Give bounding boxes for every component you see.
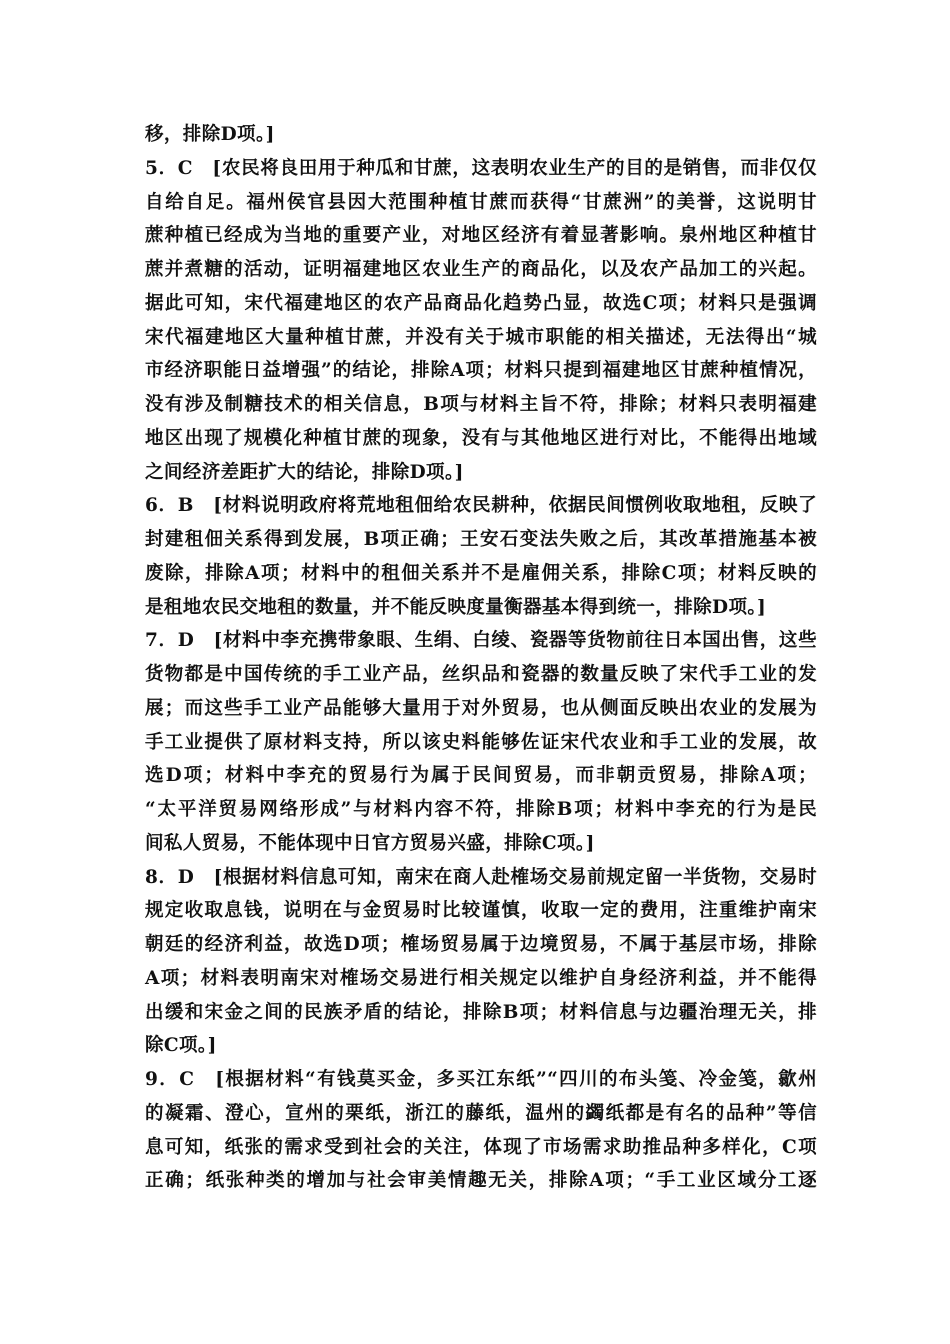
- text-line: 间私人贸易，不能体现中日官方贸易兴盛，排除C项。]: [145, 832, 595, 854]
- text-line: 展；而这些手工业产品能够大量用于对外贸易，也从侧面反映出农业的发展为: [145, 697, 817, 719]
- text-line: 9．C [根据材料“有钱莫买金，多买江东纸”“四川的布头笺、冷金笺，歙州: [145, 1069, 817, 1090]
- text-line: 7．D [材料中李充携带象眼、生绢、白绫、瓷器等货物前往日本国出售，这些: [145, 630, 817, 652]
- text-line: 规定收取息钱，说明在与金贸易时比较谨慎，收取一定的费用，注重维护南宋: [145, 900, 817, 922]
- text-line: 蔗种植已经成为当地的重要产业，对地区经济有着显著影响。泉州地区种植甘: [145, 225, 817, 247]
- text-line: 移，排除D项。]: [145, 124, 275, 145]
- text-line: 6．B [材料说明政府将荒地租佃给农民耕种，依据民间惯例收取地租，反映了: [145, 495, 817, 517]
- text-line: 宋代福建地区大量种植甘蔗，并没有关于城市职能的相关描述，无法得出“城: [145, 326, 817, 348]
- text-line: 息可知，纸张的需求受到社会的关注，体现了市场需求助推品种多样化，C项: [145, 1136, 817, 1158]
- text-line: 出缓和宋金之间的民族矛盾的结论，排除B项；材料信息与边疆治理无关，排: [145, 1001, 817, 1023]
- text-line: 没有涉及制糖技术的相关信息，B项与材料主旨不符，排除；材料只表明福建: [145, 394, 817, 415]
- text-line: 5．C [农民将良田用于种瓜和甘蔗，这表明农业生产的目的是销售，而非仅仅: [145, 157, 817, 179]
- text-line: 自给自足。福州侯官县因大范围种植甘蔗而获得“甘蔗洲”的美誉，这说明甘: [145, 191, 817, 213]
- text-line: 封建租佃关系得到发展，B项正确；王安石变法失败之后，其改革措施基本被: [145, 529, 817, 550]
- text-line: 之间经济差距扩大的结论，排除D项。]: [145, 461, 464, 483]
- text-line: 市经济职能日益增强”的结论，排除A项；材料只提到福建地区甘蔗种植情况，: [145, 360, 817, 382]
- text-line: 废除，排除A项；材料中的租佃关系并不是雇佣关系，排除C项；材料反映的: [145, 562, 817, 584]
- text-line: 选D项；材料中李充的贸易行为属于民间贸易，而非朝贡贸易，排除A项；: [145, 765, 817, 787]
- text-line: A项；材料表明南宋对榷场交易进行相关规定以维护自身经济利益，并不能得: [145, 967, 817, 989]
- text-line: “太平洋贸易网络形成”与材料内容不符，排除B项；材料中李充的行为是民: [145, 799, 817, 820]
- text-line: 朝廷的经济利益，故选D项；榷场贸易属于边境贸易，不属于基层市场，排除: [145, 934, 817, 955]
- text-line: 手工业提供了原材料支持，所以该史料能够佐证宋代农业和手工业的发展，故: [145, 731, 817, 753]
- text-line: 据此可知，宋代福建地区的农产品商品化趋势凸显，故选C项；材料只是强调: [145, 292, 817, 314]
- text-line: 除C项。]: [145, 1035, 217, 1057]
- text-line: 地区出现了规模化种植甘蔗的现象，没有与其他地区进行对比，不能得出地域: [145, 427, 817, 449]
- text-line: 的凝霜、澄心，宣州的栗纸，浙江的藤纸，温州的蠲纸都是有名的品种”等信: [145, 1102, 817, 1124]
- text-line: 正确；纸张种类的增加与社会审美情趣无关，排除A项；“手工业区域分工逐: [145, 1170, 817, 1192]
- text-line: 蔗并煮糖的活动，证明福建地区农业生产的商品化，以及农产品加工的兴起。: [145, 259, 817, 280]
- text-line: 货物都是中国传统的手工业产品，丝织品和瓷器的数量反映了宋代手工业的发: [145, 664, 817, 685]
- answer-explanations: [145, 118, 817, 1198]
- text-line: 是租地农民交地租的数量，并不能反映度量衡器基本得到统一，排除D项。]: [145, 596, 767, 618]
- text-line: 8．D [根据材料信息可知，南宋在商人赴榷场交易前规定留一半货物，交易时: [145, 866, 817, 888]
